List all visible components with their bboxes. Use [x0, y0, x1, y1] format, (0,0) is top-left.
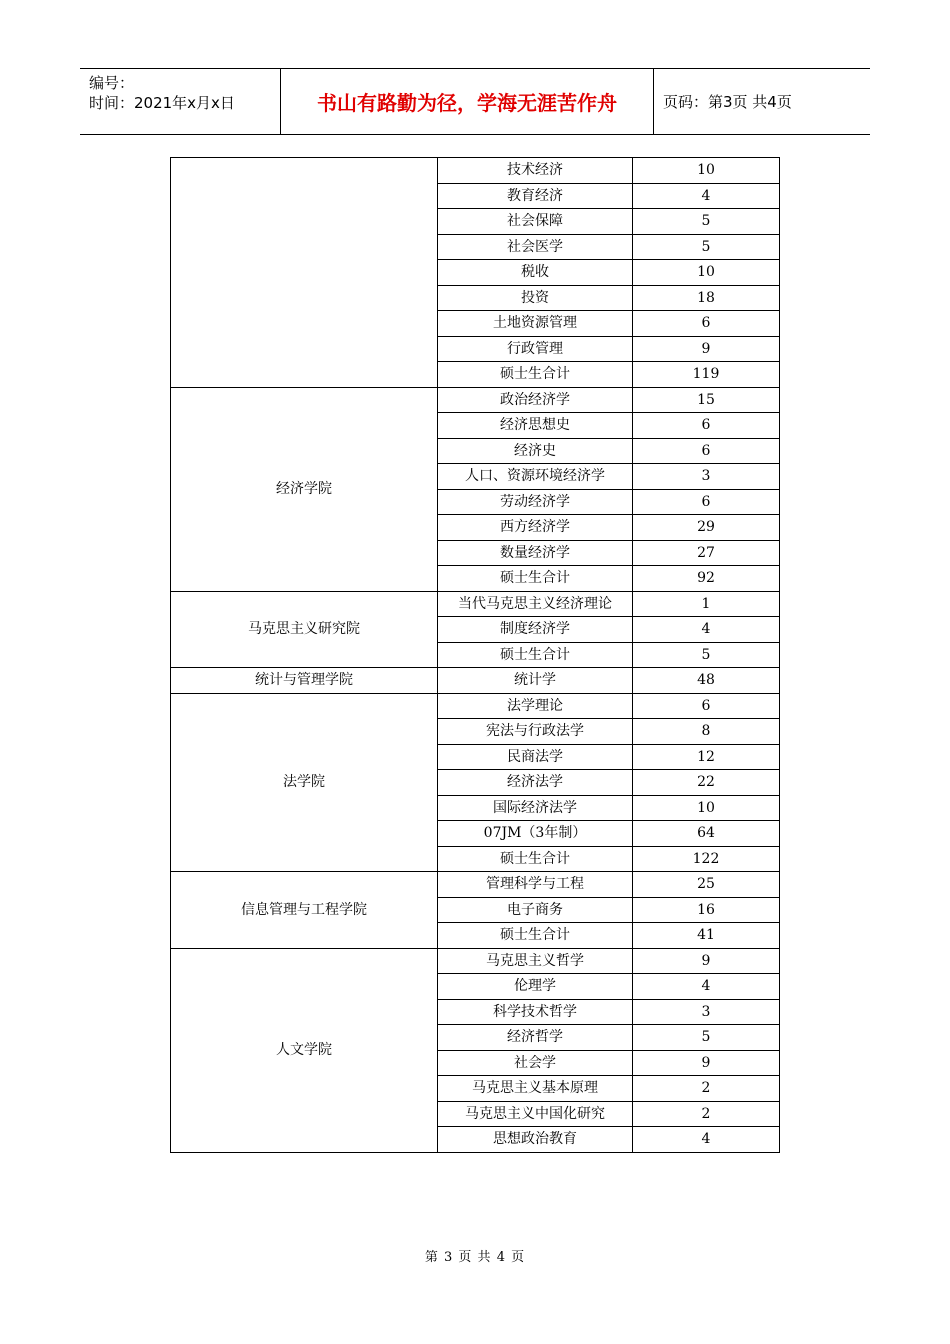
count-cell: 18 — [633, 285, 780, 311]
header-motto: 书山有路勤为径，学海无涯苦作舟 — [281, 69, 654, 134]
page-footer: 第 3 页 共 4 页 — [424, 1250, 526, 1265]
major-cell: 国际经济法学 — [438, 795, 633, 821]
major-cell: 教育经济 — [438, 183, 633, 209]
college-cell: 马克思主义研究院 — [171, 591, 438, 668]
major-cell: 统计学 — [438, 668, 633, 694]
college-cell: 经济学院 — [171, 387, 438, 591]
major-cell: 技术经济 — [438, 158, 633, 184]
table-row — [171, 387, 780, 413]
major-cell: 政治经济学 — [438, 387, 633, 413]
count-cell: 3 — [633, 464, 780, 490]
major-cell: 管理科学与工程 — [438, 872, 633, 898]
time-label: 时间：2021年x月x日 — [89, 94, 235, 112]
count-cell: 5 — [633, 1025, 780, 1051]
count-cell: 6 — [633, 693, 780, 719]
table-row — [171, 693, 780, 719]
major-cell: 07JM（3年制） — [438, 821, 633, 847]
table-row — [171, 158, 780, 184]
count-cell: 25 — [633, 872, 780, 898]
major-cell: 硕士生合计 — [438, 846, 633, 872]
table-body — [171, 158, 780, 1153]
count-cell: 10 — [633, 158, 780, 184]
major-cell: 思想政治教育 — [438, 1127, 633, 1153]
major-cell: 行政管理 — [438, 336, 633, 362]
count-cell: 10 — [633, 260, 780, 286]
count-cell: 1 — [633, 591, 780, 617]
major-cell: 税收 — [438, 260, 633, 286]
number-label: 编号： — [89, 74, 135, 92]
major-cell: 数量经济学 — [438, 540, 633, 566]
major-cell: 社会医学 — [438, 234, 633, 260]
major-cell: 当代马克思主义经济理论 — [438, 591, 633, 617]
major-cell: 社会保障 — [438, 209, 633, 235]
count-cell: 2 — [633, 1076, 780, 1102]
college-cell: 人文学院 — [171, 948, 438, 1152]
count-cell: 10 — [633, 795, 780, 821]
count-cell: 12 — [633, 744, 780, 770]
major-cell: 马克思主义中国化研究 — [438, 1101, 633, 1127]
count-cell: 9 — [633, 1050, 780, 1076]
count-cell: 122 — [633, 846, 780, 872]
college-cell: 法学院 — [171, 693, 438, 872]
count-cell: 5 — [633, 234, 780, 260]
count-cell: 4 — [633, 183, 780, 209]
table-row — [171, 668, 780, 694]
major-cell: 宪法与行政法学 — [438, 719, 633, 745]
header-meta — [80, 69, 281, 134]
major-cell: 制度经济学 — [438, 617, 633, 643]
major-cell: 人口、资源环境经济学 — [438, 464, 633, 490]
count-cell: 6 — [633, 489, 780, 515]
count-cell: 6 — [633, 438, 780, 464]
page-header — [80, 68, 870, 135]
count-cell: 119 — [633, 362, 780, 388]
count-cell: 9 — [633, 336, 780, 362]
count-cell: 5 — [633, 642, 780, 668]
count-cell: 6 — [633, 311, 780, 337]
college-cell: 信息管理与工程学院 — [171, 872, 438, 949]
count-cell: 48 — [633, 668, 780, 694]
count-cell: 4 — [633, 974, 780, 1000]
enrollment-table — [170, 157, 780, 1153]
major-cell: 硕士生合计 — [438, 362, 633, 388]
major-cell: 法学理论 — [438, 693, 633, 719]
major-cell: 经济思想史 — [438, 413, 633, 439]
major-cell: 民商法学 — [438, 744, 633, 770]
table-row — [171, 948, 780, 974]
count-cell: 22 — [633, 770, 780, 796]
major-cell: 伦理学 — [438, 974, 633, 1000]
major-cell: 硕士生合计 — [438, 923, 633, 949]
count-cell: 5 — [633, 209, 780, 235]
major-cell: 投资 — [438, 285, 633, 311]
count-cell: 3 — [633, 999, 780, 1025]
college-cell: 统计与管理学院 — [171, 668, 438, 694]
count-cell: 4 — [633, 1127, 780, 1153]
major-cell: 电子商务 — [438, 897, 633, 923]
count-cell: 2 — [633, 1101, 780, 1127]
count-cell: 41 — [633, 923, 780, 949]
major-cell: 劳动经济学 — [438, 489, 633, 515]
major-cell: 科学技术哲学 — [438, 999, 633, 1025]
count-cell: 4 — [633, 617, 780, 643]
count-cell: 29 — [633, 515, 780, 541]
count-cell: 9 — [633, 948, 780, 974]
major-cell: 经济史 — [438, 438, 633, 464]
count-cell: 92 — [633, 566, 780, 592]
table-row — [171, 872, 780, 898]
major-cell: 马克思主义哲学 — [438, 948, 633, 974]
header-page-info: 页码：第3页 共4页 — [663, 93, 792, 111]
table-row — [171, 591, 780, 617]
count-cell: 8 — [633, 719, 780, 745]
major-cell: 经济法学 — [438, 770, 633, 796]
major-cell: 社会学 — [438, 1050, 633, 1076]
count-cell: 15 — [633, 387, 780, 413]
major-cell: 西方经济学 — [438, 515, 633, 541]
major-cell: 硕士生合计 — [438, 566, 633, 592]
major-cell: 马克思主义基本原理 — [438, 1076, 633, 1102]
count-cell: 64 — [633, 821, 780, 847]
college-cell — [171, 158, 438, 388]
major-cell: 硕士生合计 — [438, 642, 633, 668]
major-cell: 土地资源管理 — [438, 311, 633, 337]
count-cell: 27 — [633, 540, 780, 566]
count-cell: 16 — [633, 897, 780, 923]
major-cell: 经济哲学 — [438, 1025, 633, 1051]
count-cell: 6 — [633, 413, 780, 439]
